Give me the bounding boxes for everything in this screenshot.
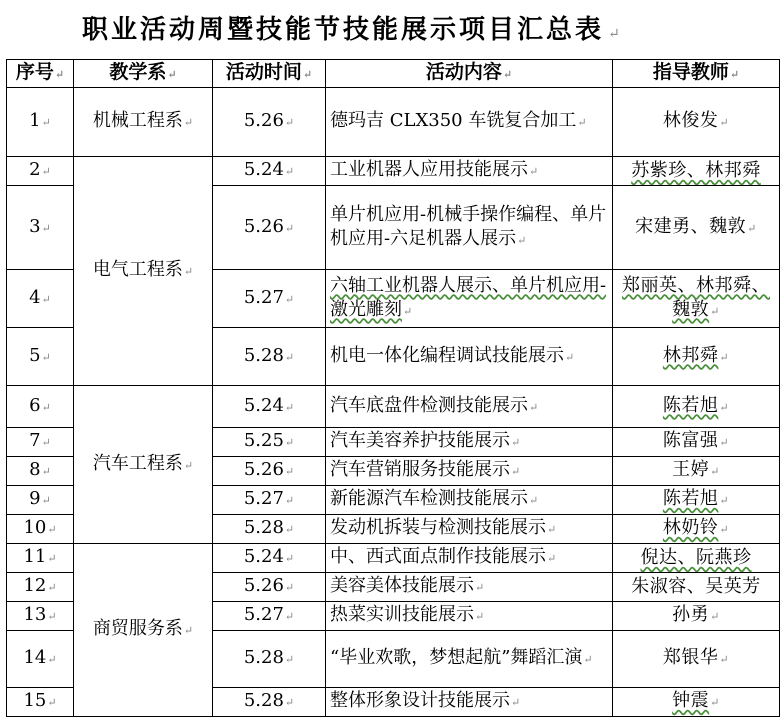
cell-content: 发动机拆装与检测技能展示↵ [326,515,613,544]
cell-content: 汽车美容养护技能展示↵ [326,428,613,457]
page-title [82,10,623,50]
cell-no: 12↵ [7,573,74,602]
cell-teacher: 陈若旭↵ [613,386,780,428]
cell-teacher: 孙勇↵ [613,602,780,631]
header-cell-department: 教学系↵ [74,60,213,88]
cell-content: 六轴工业机器人展示、单片机应用-激光雕刻↵ [326,270,613,328]
cell-no: 11↵ [7,544,74,573]
cell-date: 5.28↵ [213,515,326,544]
header-row [7,60,780,88]
cell-teacher: 宋建勇、魏敦↵ [613,186,780,270]
cell-date: 5.26↵ [213,186,326,270]
cell-department: 汽车工程系↵ [74,386,213,544]
cell-teacher: 林奶铃↵ [613,515,780,544]
table-row [7,544,780,573]
cell-content: 汽车营销服务技能展示↵ [326,457,613,486]
header-cell-teacher: 指导教师↵ [613,60,780,88]
cell-content: 单片机应用-机械手操作编程、单片机应用-六足机器人展示↵ [326,186,613,270]
cell-teacher: 朱淑容、吴英芳 [613,573,780,602]
cell-no: 4↵ [7,270,74,328]
cell-content: 机电一体化编程调试技能展示↵ [326,328,613,386]
cell-department: 商贸服务系↵ [74,544,213,717]
cell-teacher: 林俊发↵ [613,88,780,157]
cell-date: 5.27↵ [213,270,326,328]
cell-no: 13↵ [7,602,74,631]
cell-content: 中、西式面点制作技能展示↵ [326,544,613,573]
cell-teacher: 陈若旭↵ [613,486,780,515]
cell-date: 5.24↵ [213,157,326,186]
cell-no: 9↵ [7,486,74,515]
cell-date: 5.26↵ [213,88,326,157]
cell-no: 7↵ [7,428,74,457]
cell-teacher: 王婷↵ [613,457,780,486]
cell-department: 机械工程系↵ [74,88,213,157]
header-cell-content: 活动内容↵ [326,60,613,88]
page-title-text: 职业活动周暨技能节技能展示项目汇总表 [82,15,605,45]
table-row [7,386,780,428]
cell-content: 美容美体技能展示↵ [326,573,613,602]
cell-no: 10↵ [7,515,74,544]
cell-date: 5.26↵ [213,457,326,486]
cell-date: 5.24↵ [213,544,326,573]
cell-date: 5.26↵ [213,573,326,602]
cell-date: 5.28↵ [213,328,326,386]
cell-no: 1↵ [7,88,74,157]
paragraph-mark-icon: ↵ [608,26,623,42]
cell-no: 6↵ [7,386,74,428]
cell-no: 5↵ [7,328,74,386]
cell-teacher: 倪达、阮燕珍 [613,544,780,573]
cell-teacher: 郑银华↵ [613,631,780,688]
cell-no: 8↵ [7,457,74,486]
cell-content: 整体形象设计技能展示↵ [326,688,613,717]
cell-content: 新能源汽车检测技能展示↵ [326,486,613,515]
cell-no: 15↵ [7,688,74,717]
cell-date: 5.27↵ [213,602,326,631]
cell-teacher: 郑丽英、林邦舜、魏敦↵ [613,270,780,328]
summary-table [6,59,780,717]
header-cell-date: 活动时间↵ [213,60,326,88]
cell-department: 电气工程系↵ [74,157,213,386]
cell-date: 5.24↵ [213,386,326,428]
cell-date: 5.28↵ [213,688,326,717]
cell-no: 3↵ [7,186,74,270]
cell-content: 德玛吉 CLX350 车铣复合加工↵ [326,88,613,157]
cell-date: 5.25↵ [213,428,326,457]
cell-no: 2↵ [7,157,74,186]
cell-teacher: 苏紫珍、林邦舜 [613,157,780,186]
cell-teacher: 钟震↵ [613,688,780,717]
cell-teacher: 林邦舜↵ [613,328,780,386]
cell-content: 热菜实训技能展示↵ [326,602,613,631]
cell-content: 工业机器人应用技能展示↵ [326,157,613,186]
cell-date: 5.28↵ [213,631,326,688]
cell-no: 14↵ [7,631,74,688]
cell-teacher: 陈富强↵ [613,428,780,457]
header-cell-no: 序号↵ [7,60,74,88]
cell-content: 汽车底盘件检测技能展示↵ [326,386,613,428]
cell-date: 5.27↵ [213,486,326,515]
table-row [7,88,780,157]
cell-content: “毕业欢歌，梦想起航”舞蹈汇演↵ [326,631,613,688]
table-row [7,157,780,186]
